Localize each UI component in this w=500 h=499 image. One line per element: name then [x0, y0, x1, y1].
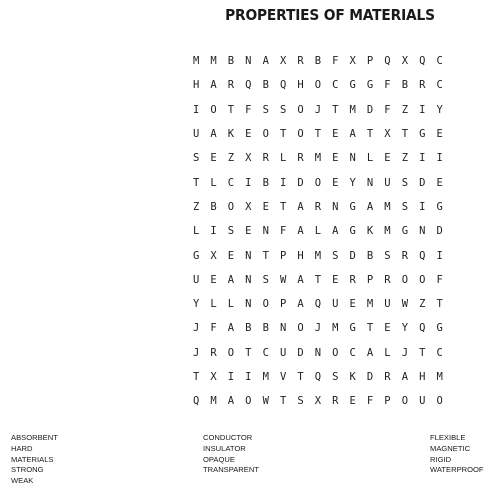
grid-letter: G: [366, 79, 374, 92]
grid-letter: E: [210, 152, 217, 165]
grid-letter: A: [366, 346, 374, 359]
grid-letter: H: [419, 371, 426, 383]
grid-letter: P: [366, 273, 374, 286]
word-list-column-1: [11, 433, 58, 487]
grid-letter: O: [227, 346, 235, 359]
grid-letter: F: [245, 103, 252, 116]
grid-letter: B: [245, 322, 252, 335]
grid-row: [193, 389, 473, 413]
word-list-item: STRONG: [11, 465, 44, 475]
grid-letter: L: [279, 152, 287, 165]
grid-letter: R: [332, 395, 339, 408]
grid-letter: X: [401, 55, 409, 68]
grid-letter: Q: [384, 55, 391, 68]
grid-letter: C: [227, 176, 235, 189]
grid-letter: T: [279, 395, 287, 408]
grid-letter: X: [245, 200, 252, 213]
word-list-item: CONDUCTOR: [203, 433, 253, 442]
grid-row: [193, 219, 473, 243]
grid-letter: E: [349, 298, 356, 311]
grid-letter: E: [332, 152, 339, 165]
grid-row: [193, 195, 473, 219]
grid-letter: X: [245, 152, 252, 165]
grid-letter: A: [227, 273, 235, 286]
grid-letter: N: [366, 176, 374, 189]
grid-letter: E: [227, 249, 235, 262]
grid-letter: N: [279, 322, 287, 335]
grid-letter: M: [262, 371, 269, 383]
grid-letter: A: [262, 55, 269, 68]
grid-letter: R: [314, 200, 322, 213]
grid-letter: X: [384, 128, 391, 141]
letter-grid: [193, 49, 473, 413]
grid-letter: O: [314, 79, 322, 92]
grid-letter: Z: [401, 103, 409, 116]
grid-letter: O: [314, 176, 322, 189]
grid-letter: D: [436, 225, 443, 238]
grid-letter: F: [384, 103, 391, 116]
grid-letter: O: [332, 346, 339, 359]
grid-letter: E: [245, 225, 252, 238]
grid-row: [193, 146, 473, 170]
grid-letter: O: [436, 395, 443, 408]
grid-letter: A: [332, 225, 339, 238]
word-list-item: INSULATOR: [203, 443, 246, 453]
grid-letter: G: [419, 128, 426, 141]
grid-letter: L: [193, 225, 200, 238]
grid-letter: N: [245, 55, 252, 68]
grid-letter: I: [419, 200, 426, 213]
grid-letter: G: [436, 200, 443, 213]
grid-letter: X: [279, 55, 287, 68]
grid-letter: Q: [314, 298, 322, 311]
grid-letter: G: [349, 200, 356, 213]
grid-row: [193, 170, 473, 194]
puzzle-title: PROPERTIES OF MATERIALS: [225, 6, 435, 24]
grid-letter: D: [297, 176, 304, 189]
grid-letter: T: [436, 298, 443, 311]
grid-letter: R: [297, 55, 304, 68]
grid-letter: B: [366, 249, 374, 262]
grid-letter: P: [366, 55, 374, 68]
grid-letter: W: [279, 273, 287, 286]
grid-letter: E: [332, 273, 339, 286]
grid-letter: I: [245, 371, 252, 383]
grid-letter: O: [297, 128, 304, 141]
grid-letter: B: [262, 322, 269, 335]
grid-letter: S: [262, 103, 269, 116]
grid-letter: J: [314, 322, 322, 335]
grid-letter: A: [227, 322, 235, 335]
grid-letter: G: [193, 249, 200, 262]
grid-letter: N: [245, 273, 252, 286]
grid-letter: S: [332, 371, 339, 383]
grid-letter: F: [384, 79, 391, 92]
grid-letter: J: [401, 346, 409, 359]
grid-letter: I: [245, 176, 252, 189]
grid-letter: R: [401, 249, 409, 262]
grid-letter: A: [297, 225, 304, 238]
grid-letter: O: [262, 128, 269, 141]
grid-letter: X: [210, 249, 217, 262]
grid-letter: E: [436, 128, 443, 141]
grid-letter: O: [262, 298, 269, 311]
grid-letter: H: [297, 79, 304, 92]
grid-letter: E: [245, 128, 252, 141]
grid-letter: G: [349, 225, 356, 238]
grid-letter: M: [436, 371, 443, 383]
grid-letter: R: [297, 152, 304, 165]
grid-letter: X: [210, 371, 217, 383]
grid-letter: S: [384, 249, 391, 262]
grid-letter: I: [279, 176, 287, 189]
grid-letter: O: [210, 103, 217, 116]
grid-letter: O: [245, 395, 252, 408]
grid-letter: D: [349, 249, 356, 262]
word-list-item: TRANSPARENT: [203, 465, 259, 475]
grid-letter: G: [436, 322, 443, 335]
grid-letter: F: [332, 55, 339, 68]
grid-letter: W: [262, 395, 269, 408]
grid-letter: A: [297, 200, 304, 213]
grid-letter: S: [193, 152, 200, 165]
grid-letter: M: [384, 225, 391, 238]
grid-letter: Z: [419, 298, 426, 311]
grid-letter: Q: [419, 55, 426, 68]
grid-letter: C: [349, 346, 356, 359]
grid-letter: S: [279, 103, 287, 116]
grid-letter: T: [193, 371, 200, 383]
grid-letter: B: [401, 79, 409, 92]
grid-letter: R: [419, 79, 426, 92]
grid-letter: M: [349, 103, 356, 116]
grid-letter: M: [384, 200, 391, 213]
grid-letter: C: [436, 346, 443, 359]
grid-letter: J: [193, 346, 200, 359]
grid-letter: A: [227, 395, 235, 408]
word-list-item: MAGNETIC: [430, 443, 471, 453]
grid-letter: Q: [419, 249, 426, 262]
grid-letter: N: [419, 225, 426, 238]
grid-letter: L: [384, 346, 391, 359]
grid-letter: G: [349, 322, 356, 335]
grid-letter: B: [262, 176, 269, 189]
grid-row: [193, 365, 473, 389]
grid-letter: P: [384, 395, 391, 408]
grid-letter: P: [279, 249, 287, 262]
word-list-item: OPAQUE: [203, 454, 235, 464]
grid-letter: D: [419, 176, 426, 189]
grid-letter: X: [349, 55, 356, 68]
grid-letter: Q: [419, 322, 426, 335]
word-list-item: WEAK: [11, 476, 34, 486]
grid-row: [193, 49, 473, 73]
grid-letter: R: [384, 371, 391, 383]
grid-letter: T: [193, 176, 200, 189]
grid-letter: O: [419, 273, 426, 286]
grid-letter: N: [314, 346, 322, 359]
grid-letter: O: [297, 103, 304, 116]
grid-letter: J: [193, 322, 200, 335]
word-list-column-3: [430, 433, 484, 476]
grid-row: [193, 292, 473, 316]
grid-letter: T: [419, 346, 426, 359]
grid-row: [193, 98, 473, 122]
grid-letter: S: [401, 200, 409, 213]
grid-letter: I: [419, 103, 426, 116]
grid-letter: B: [314, 55, 322, 68]
grid-letter: M: [314, 249, 322, 262]
grid-letter: K: [366, 225, 374, 238]
grid-letter: R: [384, 273, 391, 286]
grid-letter: M: [193, 55, 200, 68]
grid-letter: B: [262, 79, 269, 92]
grid-letter: I: [210, 225, 217, 238]
grid-letter: T: [401, 128, 409, 141]
word-list-item: ABSORBENT: [11, 433, 58, 442]
grid-letter: R: [210, 346, 217, 359]
grid-letter: L: [314, 225, 322, 238]
grid-letter: N: [245, 298, 252, 311]
grid-letter: T: [366, 322, 374, 335]
grid-letter: F: [210, 322, 217, 335]
grid-letter: S: [401, 176, 409, 189]
grid-letter: R: [227, 79, 235, 92]
grid-letter: F: [279, 225, 287, 238]
grid-letter: I: [436, 152, 443, 165]
grid-row: [193, 316, 473, 340]
grid-letter: A: [297, 298, 304, 311]
grid-letter: I: [436, 249, 443, 262]
grid-letter: D: [366, 371, 374, 383]
grid-letter: U: [384, 298, 391, 311]
grid-letter: T: [366, 128, 374, 141]
grid-letter: F: [436, 273, 443, 286]
grid-letter: S: [262, 273, 269, 286]
grid-letter: E: [210, 273, 217, 286]
grid-row: [193, 341, 473, 365]
grid-letter: L: [366, 152, 374, 165]
grid-letter: X: [314, 395, 322, 408]
grid-letter: Y: [401, 322, 409, 335]
word-list-item: WATERPROOF: [430, 465, 484, 475]
grid-letter: O: [297, 322, 304, 335]
grid-letter: T: [279, 200, 287, 213]
word-list-item: FLEXIBLE: [430, 433, 466, 442]
grid-letter: I: [227, 371, 235, 383]
grid-row: [193, 122, 473, 146]
grid-letter: E: [384, 152, 391, 165]
grid-letter: D: [297, 346, 304, 359]
grid-letter: B: [227, 55, 235, 68]
grid-letter: E: [332, 128, 339, 141]
grid-letter: T: [314, 128, 322, 141]
grid-letter: L: [210, 176, 217, 189]
grid-letter: R: [262, 152, 269, 165]
grid-letter: U: [332, 298, 339, 311]
grid-letter: E: [332, 176, 339, 189]
grid-row: [193, 268, 473, 292]
grid-letter: S: [227, 225, 235, 238]
grid-letter: A: [210, 128, 217, 141]
grid-letter: P: [279, 298, 287, 311]
grid-letter: N: [349, 152, 356, 165]
grid-letter: T: [279, 128, 287, 141]
grid-letter: H: [297, 249, 304, 262]
grid-letter: G: [349, 79, 356, 92]
grid-letter: B: [210, 200, 217, 213]
grid-letter: O: [401, 395, 409, 408]
grid-letter: G: [401, 225, 409, 238]
grid-letter: Y: [193, 298, 200, 311]
word-list-item: MATERIALS: [11, 454, 54, 464]
grid-letter: A: [297, 273, 304, 286]
grid-letter: Q: [314, 371, 322, 383]
grid-letter: T: [262, 249, 269, 262]
grid-letter: W: [401, 298, 409, 311]
grid-letter: Q: [279, 79, 287, 92]
grid-letter: A: [349, 128, 356, 141]
grid-letter: K: [349, 371, 356, 383]
grid-letter: T: [314, 273, 322, 286]
grid-letter: N: [262, 225, 269, 238]
grid-letter: E: [436, 176, 443, 189]
grid-letter: T: [227, 103, 235, 116]
grid-letter: U: [419, 395, 426, 408]
grid-letter: Z: [193, 200, 200, 213]
grid-letter: M: [332, 322, 339, 335]
grid-letter: I: [419, 152, 426, 165]
grid-letter: U: [384, 176, 391, 189]
grid-letter: S: [332, 249, 339, 262]
grid-letter: Z: [401, 152, 409, 165]
grid-letter: S: [297, 395, 304, 408]
grid-letter: K: [227, 128, 235, 141]
grid-row: [193, 73, 473, 97]
grid-letter: U: [193, 128, 200, 141]
word-list-item: HARD: [11, 443, 33, 453]
grid-letter: A: [210, 79, 217, 92]
grid-letter: D: [366, 103, 374, 116]
grid-letter: C: [436, 55, 443, 68]
grid-row: [193, 243, 473, 267]
grid-letter: C: [436, 79, 443, 92]
grid-letter: J: [314, 103, 322, 116]
grid-letter: Y: [436, 103, 443, 116]
grid-letter: T: [245, 346, 252, 359]
grid-letter: M: [210, 55, 217, 68]
grid-letter: R: [349, 273, 356, 286]
grid-letter: E: [384, 322, 391, 335]
grid-letter: M: [210, 395, 217, 408]
grid-letter: U: [279, 346, 287, 359]
grid-letter: C: [332, 79, 339, 92]
grid-letter: O: [401, 273, 409, 286]
grid-letter: F: [366, 395, 374, 408]
grid-letter: N: [245, 249, 252, 262]
grid-letter: H: [193, 79, 200, 92]
grid-letter: T: [297, 371, 304, 383]
grid-letter: A: [366, 200, 374, 213]
grid-letter: L: [210, 298, 217, 311]
grid-letter: C: [262, 346, 269, 359]
grid-letter: M: [366, 298, 374, 311]
grid-letter: T: [332, 103, 339, 116]
grid-letter: L: [227, 298, 235, 311]
grid-letter: I: [193, 103, 200, 116]
grid-letter: V: [279, 371, 287, 383]
grid-letter: U: [193, 273, 200, 286]
grid-letter: Q: [193, 395, 200, 408]
word-list-item: RIGID: [430, 454, 452, 464]
word-list-column-2: [203, 433, 259, 476]
grid-letter: E: [262, 200, 269, 213]
grid-letter: Z: [227, 152, 235, 165]
grid-letter: Q: [245, 79, 252, 92]
grid-letter: Y: [349, 176, 356, 189]
grid-letter: N: [332, 200, 339, 213]
grid-letter: E: [349, 395, 356, 408]
grid-letter: A: [401, 371, 409, 383]
grid-letter: M: [314, 152, 322, 165]
grid-letter: O: [227, 200, 235, 213]
